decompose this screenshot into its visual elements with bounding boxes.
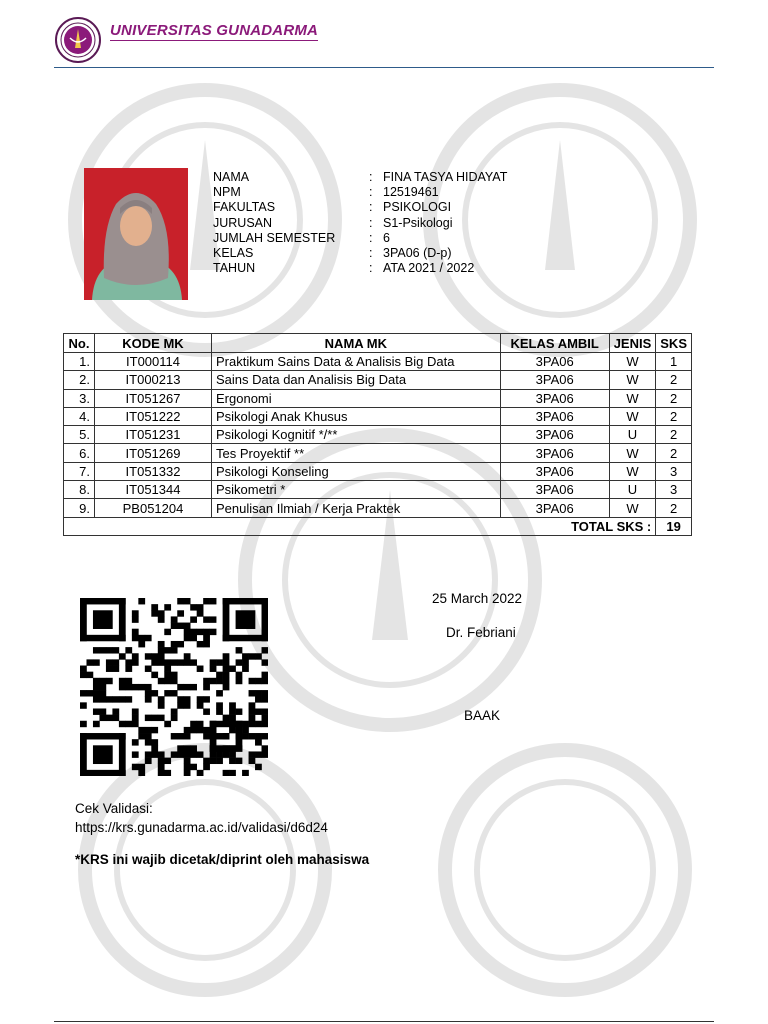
cell-sks: 2 — [656, 444, 692, 462]
student-photo — [84, 168, 188, 300]
watermark-seal-icon — [40, 740, 370, 1000]
total-row — [64, 517, 692, 535]
cell-no: 4. — [64, 407, 95, 425]
info-label: KELAS — [213, 246, 254, 261]
cell-no: 3. — [64, 389, 95, 407]
table-row — [64, 407, 692, 425]
cell-jenis: W — [609, 353, 656, 371]
cell-jenis: W — [609, 444, 656, 462]
student-info — [213, 170, 507, 276]
col-header-nama: NAMA MK — [212, 334, 501, 353]
info-value: 12519461 — [383, 185, 439, 200]
signatory-name: Dr. Febriani — [446, 625, 516, 640]
info-colon: : — [369, 200, 373, 215]
cell-kode: IT051344 — [95, 481, 212, 499]
table-row — [64, 499, 692, 517]
university-seal-icon — [54, 16, 102, 64]
table-row — [64, 353, 692, 371]
info-label: JURUSAN — [213, 215, 273, 230]
cell-nama: Psikologi Konseling — [212, 462, 501, 480]
cell-sks: 1 — [656, 353, 692, 371]
cell-sks: 2 — [656, 371, 692, 389]
cell-jenis: U — [609, 481, 656, 499]
cell-kode: IT051222 — [95, 407, 212, 425]
info-row-semester — [213, 231, 507, 246]
cell-no: 7. — [64, 462, 95, 480]
info-label: FAKULTAS — [213, 200, 276, 215]
info-label: NPM — [213, 185, 241, 200]
table-row — [64, 426, 692, 444]
col-header-no: No. — [64, 334, 95, 353]
cell-jenis: W — [609, 499, 656, 517]
cell-no: 9. — [64, 499, 95, 517]
info-colon: : — [369, 170, 373, 184]
cell-kelas: 3PA06 — [500, 499, 609, 517]
cell-kode: IT051332 — [95, 462, 212, 480]
cell-kelas: 3PA06 — [500, 371, 609, 389]
cell-kelas: 3PA06 — [500, 444, 609, 462]
validation-label: Cek Validasi: — [75, 801, 153, 816]
cell-jenis: U — [609, 426, 656, 444]
cell-jenis: W — [609, 462, 656, 480]
cell-kelas: 3PA06 — [500, 407, 609, 425]
cell-kelas: 3PA06 — [500, 426, 609, 444]
col-header-jenis: JENIS — [609, 334, 656, 353]
info-value: FINA TASYA HIDAYAT — [383, 170, 508, 184]
info-colon: : — [369, 261, 373, 276]
signature-date: 25 March 2022 — [432, 591, 523, 606]
cell-no: 2. — [64, 371, 95, 389]
cell-no: 5. — [64, 426, 95, 444]
info-row-fakultas — [213, 200, 507, 215]
cell-kelas: 3PA06 — [500, 481, 609, 499]
cell-kode: IT051231 — [95, 426, 212, 444]
cell-sks: 3 — [656, 481, 692, 499]
watermark-seal-icon — [400, 740, 730, 1000]
table-row — [64, 444, 692, 462]
validation-url[interactable]: https://krs.gunadarma.ac.id/validasi/d6d24 — [75, 820, 328, 835]
table-row — [64, 371, 692, 389]
course-table — [63, 333, 692, 536]
cell-sks: 2 — [656, 499, 692, 517]
cell-nama: Psikometri * — [212, 481, 501, 499]
cell-jenis: W — [609, 371, 656, 389]
table-row — [64, 462, 692, 480]
info-colon: : — [369, 230, 373, 245]
info-value: 6 — [383, 230, 390, 245]
footer-divider — [54, 1021, 714, 1022]
info-value: ATA 2021 / 2022 — [383, 261, 475, 276]
info-label: NAMA — [213, 170, 250, 184]
info-value: PSIKOLOGI — [383, 200, 452, 215]
cell-kelas: 3PA06 — [500, 462, 609, 480]
signatory-office: BAAK — [464, 708, 501, 723]
cell-kode: PB051204 — [95, 499, 212, 517]
header-divider — [54, 67, 714, 68]
cell-no: 6. — [64, 444, 95, 462]
table-row — [64, 389, 692, 407]
cell-nama: Tes Proyektif ** — [212, 444, 501, 462]
cell-nama: Sains Data dan Analisis Big Data — [212, 371, 501, 389]
info-colon: : — [369, 246, 373, 261]
qr-code-icon — [80, 598, 268, 776]
info-colon: : — [369, 185, 373, 200]
institution-name: UNIVERSITAS GUNADARMA — [110, 22, 319, 39]
cell-nama: Psikologi Kognitif */** — [212, 426, 501, 444]
cell-kelas: 3PA06 — [500, 353, 609, 371]
total-sks-label: TOTAL SKS : — [64, 517, 656, 535]
cell-kelas: 3PA06 — [500, 389, 609, 407]
cell-no: 8. — [64, 481, 95, 499]
print-note: *KRS ini wajib dicetak/diprint oleh mahasiswa — [75, 852, 370, 867]
cell-sks: 3 — [656, 462, 692, 480]
info-row-jurusan — [213, 216, 507, 231]
col-header-sks: SKS — [656, 334, 692, 353]
cell-nama: Penulisan Ilmiah / Kerja Praktek — [212, 499, 501, 517]
info-colon: : — [369, 215, 373, 230]
cell-kode: IT000213 — [95, 371, 212, 389]
cell-nama: Psikologi Anak Khusus — [212, 407, 501, 425]
col-header-kode: KODE MK — [95, 334, 212, 353]
cell-jenis: W — [609, 389, 656, 407]
cell-kode: IT051269 — [95, 444, 212, 462]
cell-kode: IT051267 — [95, 389, 212, 407]
info-label: TAHUN — [213, 261, 256, 276]
info-row-kelas — [213, 246, 507, 261]
info-row-nama — [213, 170, 507, 185]
total-sks-value: 19 — [656, 517, 692, 535]
info-value: S1-Psikologi — [383, 215, 453, 230]
cell-nama: Praktikum Sains Data & Analisis Big Data — [212, 353, 501, 371]
info-label: JUMLAH SEMESTER — [213, 230, 336, 245]
cell-sks: 2 — [656, 389, 692, 407]
table-header-row — [64, 334, 692, 353]
col-header-kelas: KELAS AMBIL — [500, 334, 609, 353]
info-row-npm — [213, 185, 507, 200]
table-row — [64, 481, 692, 499]
info-value: 3PA06 (D-p) — [383, 246, 452, 261]
info-row-tahun — [213, 261, 507, 276]
cell-sks: 2 — [656, 407, 692, 425]
cell-sks: 2 — [656, 426, 692, 444]
cell-nama: Ergonomi — [212, 389, 501, 407]
cell-kode: IT000114 — [95, 353, 212, 371]
cell-jenis: W — [609, 407, 656, 425]
cell-no: 1. — [64, 353, 95, 371]
